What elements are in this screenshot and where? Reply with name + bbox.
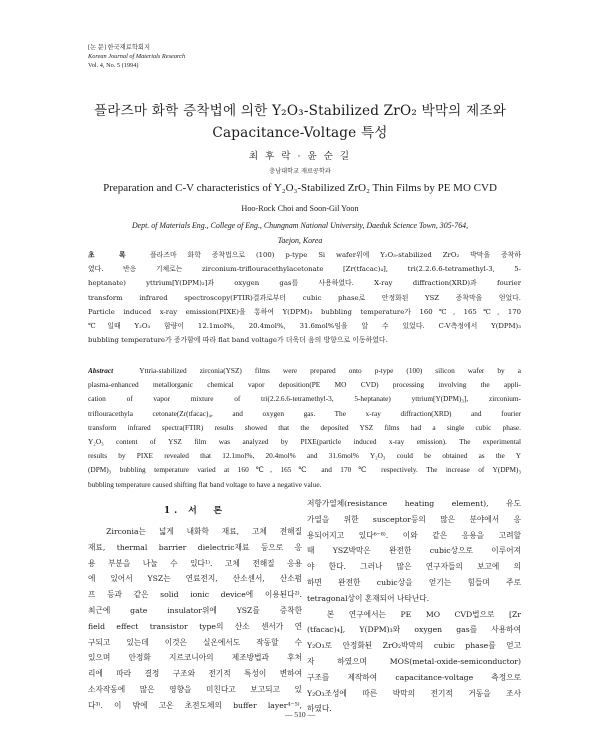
body-line: 리에 따라 결정 구조와 전기적 특성이 변하여 bbox=[88, 669, 302, 679]
korean-abstract-line: heptanate) yttrium[Y(DPM)₃]과 oxygen gas를 사용하였다. X-ray diffraction(XRD)과 fourier bbox=[88, 279, 521, 288]
korean-abstract bbox=[88, 248, 521, 347]
body-line: 다³⁾. 이 밖에 고온 초전도체의 buffer layer⁴⁻⁵⁾, bbox=[88, 700, 302, 710]
english-abstract-line: Y₂O₃ content of YSZ film was analyzed by PIXE(particle induced x-ray emission). The experimental bbox=[88, 437, 521, 447]
english-abstract-text: Yttria-stabilized zirconia(YSZ) films were prepared onto p-type (100) silicon wafer by a bbox=[139, 366, 521, 375]
english-abstract bbox=[88, 364, 521, 492]
korean-abstract-line: ℃일때 Y₂O₃ 함량이 12.1mol%, 20.4mol%, 31.6mol%임을 알 수 있었다. C-V측정에서 Y(DPM)₃ bbox=[88, 322, 521, 331]
english-affiliation bbox=[0, 219, 600, 248]
body-line: 하였다. bbox=[307, 704, 332, 714]
english-affiliation-line-1: Dept. of Materials Eng., College of Eng., Chungnam National University, Daeduk Science Town, 305-764, bbox=[131, 221, 469, 230]
english-abstract-line: cation of vapor mixture of tri(2.2.6.6-tetramethyl-3, 5-heptanate) yttrium[Y(DPM)₃], zirconium- bbox=[88, 394, 521, 404]
body-line: 구되고 있는데 이것은 실온에서도 작동할 수 bbox=[88, 637, 302, 647]
body-line: field effect transistor type의 산소 센서가 연 bbox=[88, 621, 302, 631]
section-title-introduction: 1. 서 론 bbox=[163, 506, 227, 516]
korean-abstract-line: 였다. 반응 기체로는 zirconium-triflouracethylacetonate [Zr(tfacac)₄], tri(2.2.6.6-tetramethyl-3, 5- bbox=[88, 265, 521, 274]
journal-header-line-1: [논 문] 한국재료학회지 bbox=[88, 44, 151, 51]
korean-authors: 최 후 락 · 윤 순 길 bbox=[248, 151, 352, 162]
english-abstract-line bbox=[88, 364, 521, 378]
english-abstract-line: plasma-enhanced metallorganic chemical vapor deposition(PE MO CVD) processing involving the appli- bbox=[88, 380, 521, 390]
body-line: 야 한다. 그러나 많은 연구자들의 보고에 의 bbox=[307, 562, 521, 572]
journal-header bbox=[88, 43, 185, 70]
korean-title-line-1: 플라즈마 화학 증착법에 의한 Y₂O₃-Stabilized ZrO₂ 박막의 제조와 bbox=[93, 103, 507, 119]
body-line: 재료, thermal barrier dielectric재료 등으로 응 bbox=[88, 542, 302, 552]
english-abstract-line: (DPM)₃ bubbling temperature varied at 160℃, 165℃ and 170℃ respectively. The increase of Y(DPM)₃ bbox=[88, 465, 521, 475]
english-abstract-line: results by PIXE revealed that 12.1mol%, 20.4mol% and 31.6mol% Y₂O₃ could be obtained as the Y bbox=[88, 451, 521, 461]
korean-abstract-line bbox=[88, 248, 521, 262]
english-affiliation-line-2: Taejon, Korea bbox=[277, 235, 323, 245]
body-line: 저항가열체(resistance heating element), 유도 bbox=[307, 499, 521, 508]
korean-abstract-line: bubbling temperature가 증가함에 따라 flat band voltage가 더욱더 음의 방향으로 이동하였다. bbox=[88, 336, 388, 345]
korean-abstract-line: transform infrared spectroscopy(FTIR)결과로부터 cubic phase로 안정화된 YSZ 증착막을 얻었다. bbox=[88, 293, 521, 302]
korean-affiliation: 충남대학교 재료공학과 bbox=[269, 168, 331, 175]
journal-name: Korean Journal of Materials Research bbox=[88, 53, 186, 60]
body-line: Y₂O₃로 안정화된 ZrO₂박막의 cubic phase를 얻고 bbox=[307, 641, 521, 651]
body-line: (tfacac)₄], Y(DPM)₃와 oxygen gas를 사용하여 bbox=[307, 625, 521, 635]
body-line: 때 YSZ박막은 완전한 cubic상으로 이루어져 bbox=[307, 546, 521, 556]
korean-abstract-text: 플라즈마 화학 증착법으로 (100) p-type Si wafer위에 Y₂O₃-stabilized ZrO₂ 박막을 증착하 bbox=[150, 251, 521, 259]
body-line: 소자작동에 많은 영향을 미친다고 보고되고 있 bbox=[88, 684, 302, 694]
right-column-body bbox=[307, 496, 521, 717]
page-number: — 510 — bbox=[284, 710, 316, 719]
body-line: tetragonal상이 혼재되어 나타난다. bbox=[307, 593, 430, 603]
korean-title-line-2: Capacitance-Voltage 특성 bbox=[212, 125, 388, 141]
body-line: 용되어지고 있다⁶⁻⁸⁾. 이와 같은 응용을 고려할 bbox=[307, 530, 521, 540]
body-line: 구조를 제작하여 capacitance-voltage 측정으로 bbox=[307, 672, 521, 682]
body-line: Y₂O₃조성에 따른 박막의 전기적 거동을 조사 bbox=[307, 688, 521, 698]
english-abstract-line: bubbling temperature caused shifting flat band voltage to have a negative value. bbox=[88, 479, 322, 489]
body-line: 가열을 위한 susceptor등의 많은 분야에서 응 bbox=[307, 514, 521, 524]
body-line: 에 있어서 YSZ는 연료전지, 산소센서, 산소펌 bbox=[88, 574, 302, 584]
body-line: 있으며 안정화 지르코니아의 제조방법과 후처 bbox=[88, 653, 302, 663]
english-abstract-label: Abstract bbox=[88, 366, 114, 375]
korean-abstract-label: 초 록 bbox=[88, 251, 126, 259]
english-authors: Hoo-Rock Choi and Soon-Gil Yoon bbox=[241, 204, 359, 213]
english-title: Preparation and C-V characteristics of Y₂O₃-Stabilized ZrO₂ Thin Films by PE MO CVD bbox=[103, 182, 497, 194]
body-line: 하면 완전한 cubic상을 얻기는 힘들며 주로 bbox=[307, 577, 521, 587]
left-column-body bbox=[88, 524, 302, 714]
body-line: 프 등과 같은 solid ionic device에 이용된다²⁾. bbox=[88, 590, 302, 600]
english-abstract-line: transform infrared spectra(FTIR) results showed that the deposited YSZ films had a single cubic phase. bbox=[88, 422, 521, 432]
korean-abstract-line: Particle induced x-ray emission(PIXE)을 통하여 Y(DPM)₃ bubbling temperature가 160℃, 165℃, 170 bbox=[88, 307, 521, 316]
body-line: 본 연구에서는 PE MO CVD법으로 [Zr bbox=[307, 609, 521, 619]
body-line: 자 하였으며 MOS(metal-oxide-semiconductor) bbox=[307, 656, 521, 666]
body-line: 용 부분을 나눌 수 있다¹⁾. 고체 전해질 응용 bbox=[88, 558, 302, 568]
journal-volume: Vol. 4, No. 5 (1994) bbox=[88, 62, 139, 69]
body-line: Zirconia는 넓게 내화학 재료, 고체 전해질 bbox=[88, 527, 302, 536]
body-line: 최근에 gate insulator위에 YSZ를 증착한 bbox=[88, 605, 302, 615]
english-abstract-line: triflouracethyla cetonate(Zr(tfacac)₄, and oxygen gas. The x-ray diffraction(XRD) and fourier bbox=[88, 408, 521, 418]
